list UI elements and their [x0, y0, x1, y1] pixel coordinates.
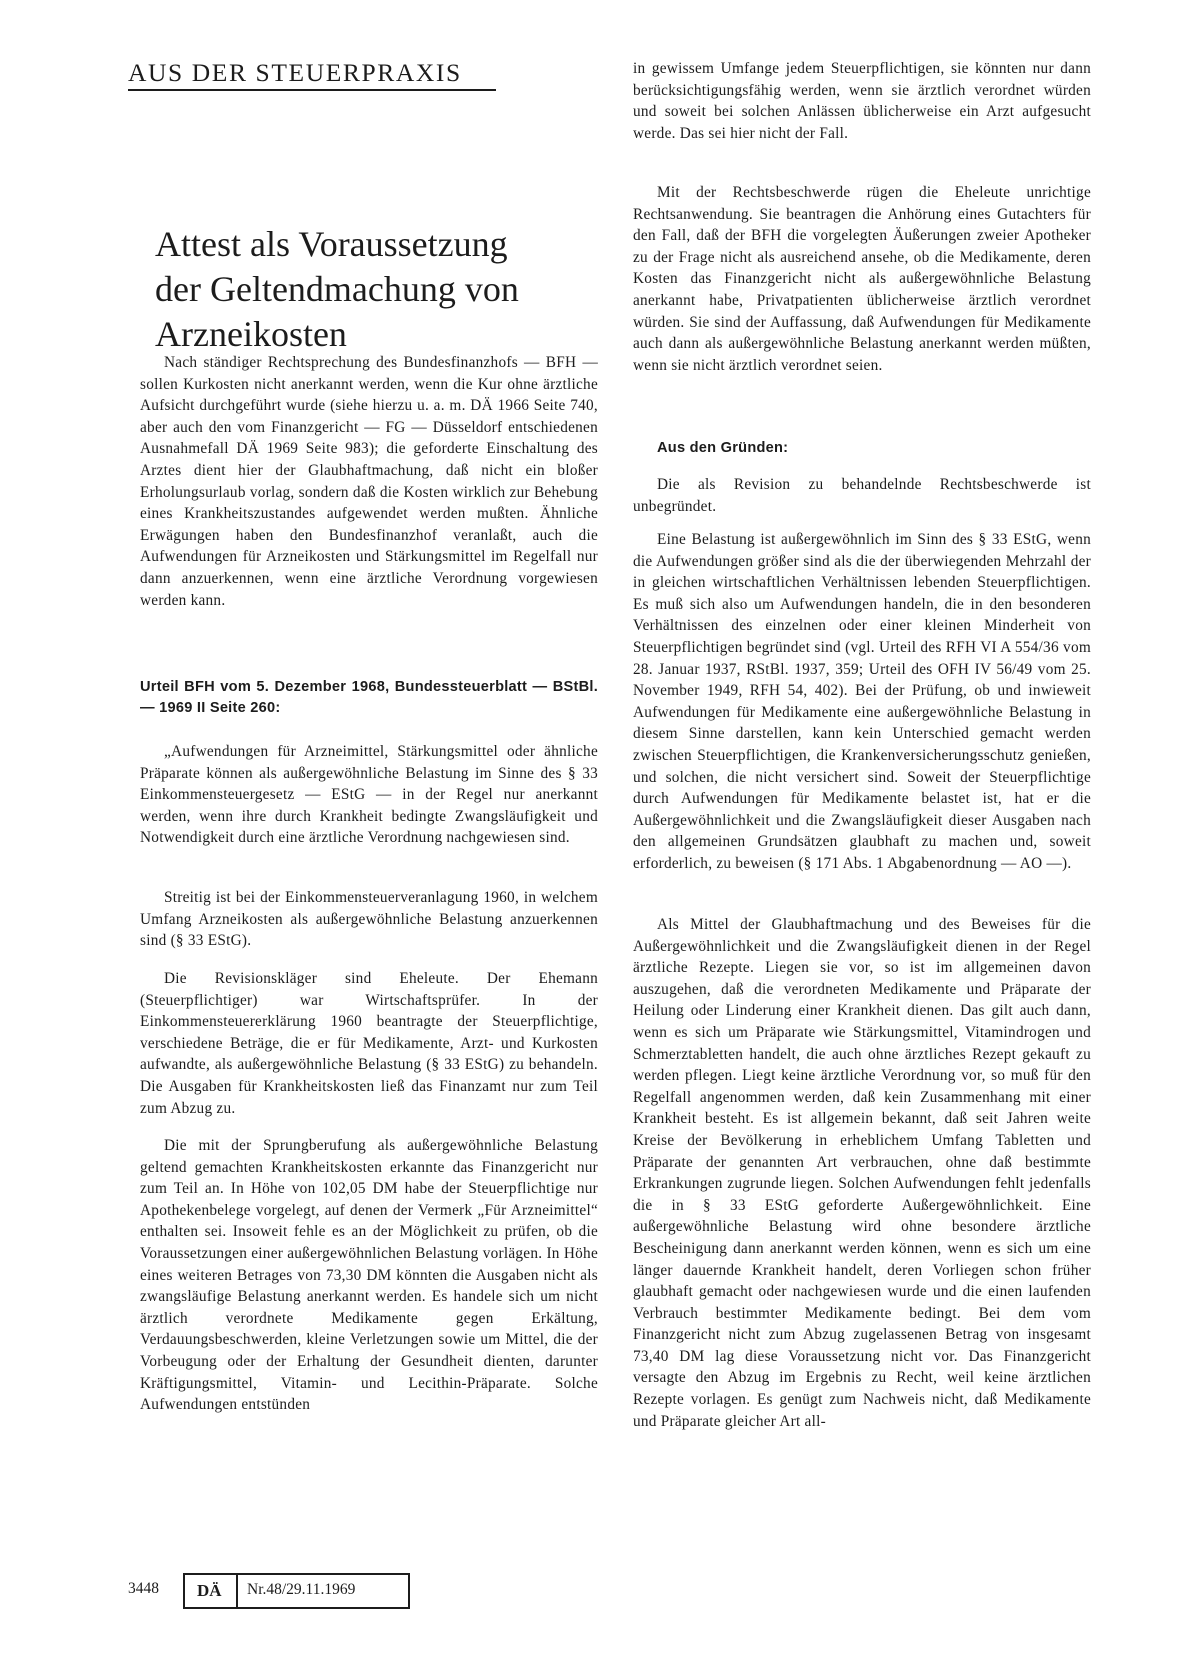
body-paragraph: Als Mittel der Glaubhaftmachung und des Beweises für die Außergewöhnlichkeit und die Zwangsläufigkeit dienen in der Regel ärztliche Rezepte. Liegen sie vor, so ist im allgemeinen davon auszugehen, daß die verordneten Medikamente und Präparate der Heilung oder Linderung einer Krankheit dienen. Das gilt auch dann, wenn es sich um Präparate wie Stärkungsmittel, Vitamindrogen und Schmerztabletten handelt, die auch ohne ärztliches Rezept gekauft zu werden pflegen. Liegt keine ärztliche Verordnung vor, so muß für den Regelfall angenommen werden, daß kein Zusammenhang mit einer Krankheit besteht. Es ist allgemein bekannt, daß seit Jahren weite Kreise der Bevölkerung in erheblichem Umfang Tabletten und Präparate der genannten Art verbrauchen, ohne daß bestimmte Erkrankungen zugrunde liegen. Solchen Aufwendungen fehlt jedenfalls die in § 33 EStG geforderte Außergewöhnlichkeit. Eine außergewöhnliche Belastung wird ohne besondere ärztliche Bescheinigung dann anerkannt werden können, wenn es sich um eine länger dauernde Krankheit handelt, deren Vorliegen schon früher glaubhaft gemacht oder nachgewiesen wurde und die einen laufenden Verbrauch bestimmter Medikamente bedingt. Bei dem vom Finanzgericht nicht zum Abzug zugelassenen Betrag von insgesamt 73,40 DM lag diese Voraussetzung nicht vor. Das Finanzgericht versagte den Abzug im Ergebnis zu Recht, weil keine ärztlichen Rezepte vorlagen. Es genügt zum Nachweis nicht, daß Medikamente und Präparate gleicher Art all-	[633, 916, 1091, 1430]
page-number: 3448	[128, 1580, 159, 1597]
body-paragraph: Die Revisionskläger sind Eheleute. Der Ehemann (Steuerpflichtiger) war Wirtschaftsprüfer. In der Einkommensteuererklärung 1960 beantragte der Steuerpflichtige, verschiedene Beträge, die er für Medikamente, Arzt- und Kurkosten aufwandte, als außergewöhnliche Belastung (§ 33 EStG) zu behandeln. Die Ausgaben für Krankheitskosten ließ das Finanzamt nur zum Teil zum Abzug zu.	[140, 970, 598, 1117]
reasons-heading: Aus den Gründen:	[657, 440, 789, 456]
verdict-heading: Urteil BFH vom 5. Dezember 1968, Bundessteuerblatt — BStBl. — 1969 II Seite 260:	[140, 679, 598, 716]
title-line: der Geltendmachung von	[155, 269, 519, 309]
title-line: Arzneikosten	[155, 314, 347, 354]
intro-paragraph: Nach ständiger Rechtsprechung des Bundesfinanzhofs — BFH — sollen Kurkosten nicht anerkannt werden, wenn die Kur ohne ärztliche Aufsicht durchgeführt wurde (siehe hierzu u. a. m. DÄ 1966 Seite 740, aber auch den vom Finanzgericht — FG — Düsseldorf entschiedenen Ausnahmefall DÄ 1969 Seite 983); die geforderte Einschaltung des Arztes dient hier der Glaubhaftmachung, daß nicht ein bloßer Erholungsurlaub vorlag, sondern daß die Kosten wirklich zur Behebung eines Krankheitszustandes aufgewendet werden mußten. Ähnliche Erwägungen haben den Bundesfinanzhof veranlaßt, auch die Aufwendungen für Arzneikosten und Stärkungsmittel im Regelfall nur dann anzuerkennen, wenn eine ärztliche Verordnung vorgewiesen werden kann.	[140, 354, 598, 609]
issue-label: Nr.48/29.11.1969	[247, 1581, 356, 1598]
body-paragraph: in gewissem Umfange jedem Steuerpflichtigen, sie könnten nur dann berücksichtigungsfähig werden, wenn sie ärztlich verordnet würden und soweit bei solchen Anlässen üblicherweise ein Arzt aufgesucht werde. Das sei hier nicht der Fall.	[633, 60, 1091, 142]
journal-logo: DÄ	[197, 1581, 222, 1600]
body-paragraph: Streitig ist bei der Einkommensteuerveranlagung 1960, in welchem Umfang Arzneikosten als außergewöhnliche Belastung anzuerkennen sind (§ 33 EStG).	[140, 889, 598, 950]
body-paragraph: Eine Belastung ist außergewöhnlich im Sinn des § 33 EStG, wenn die Aufwendungen größer sind als die der überwiegenden Mehrzahl der in gleichen wirtschaftlichen Verhältnissen lebenden Steuerpflichtigen. Es muß sich also um Aufwendungen handeln, die in den besonderen Verhältnissen des einzelnen oder einer kleinen Minderheit von Steuerpflichtigen begründet sind (vgl. Urteil des RFH VI A 554/36 vom 28. Januar 1937, RStBl. 1937, 359; Urteil des OFH IV 56/49 vom 25. November 1949, RFH 54, 402). Bei der Prüfung, ob und inwieweit Aufwendungen für Medikamente eine außergewöhnliche Belastung in diesem Sinne darstellen, kann kein Unterschied gemacht werden zwischen Steuerpflichtigen, die Krankenversicherungsschutz genießen, und solchen, die nicht versichert sind. Soweit der Steuerpflichtige durch Aufwendungen für Medikamente belastet ist, hat er die Außergewöhnlichkeit und die Zwangsläufigkeit dieser Ausgaben nach den allgemeinen Grundsätzen glaubhaft zu machen und, soweit erforderlich, zu beweisen (§ 171 Abs. 1 Abgabenordnung — AO —).	[633, 531, 1091, 872]
title-line: Attest als Voraussetzung	[155, 224, 508, 264]
body-paragraph: Mit der Rechtsbeschwerde rügen die Eheleute unrichtige Rechtsanwendung. Sie beantragen die Anhörung eines Gutachters für den Fall, daß der BFH die vorgelegten Äußerungen zweier Apotheker zu der Frage nicht als ausreichend ansehe, ob die Medikamente, deren Kosten das Finanzgericht nicht als außergewöhnliche Belastung anerkannt habe, Privatpatienten üblicherweise ärztlich verordnet würden. Sie sind der Auffassung, daß Aufwendungen für Medikamente auch dann als außergewöhnliche Belastung anerkannt werden müßten, wenn sie nicht ärztlich verordnet seien.	[633, 184, 1091, 374]
section-label: AUS DER STEUERPRAXIS	[128, 58, 496, 91]
divider	[236, 1575, 238, 1607]
quote-paragraph: „Aufwendungen für Arzneimittel, Stärkungsmittel oder ähnliche Präparate können als außergewöhnliche Belastung im Sinne des § 33 Einkommensteuergesetz — EStG — in der Regel nur anerkannt werden, wenn ihre durch Krankheit bedingte Zwangsläufigkeit und Notwendigkeit durch eine ärztliche Verordnung nachgewiesen sind.	[140, 743, 598, 847]
article-title	[155, 222, 605, 357]
body-paragraph: Die mit der Sprungberufung als außergewöhnliche Belastung geltend gemachten Krankheitskosten erkannte das Finanzgericht nur zum Teil an. In Höhe von 102,05 DM habe der Steuerpflichtige nur Apothekenbelege vorgelegt, auf denen der Vermerk „Für Arzneimittel“ enthalten sei. Insoweit fehle es an der Möglichkeit zu prüfen, ob die Voraussetzungen einer außergewöhnlichen Belastung vorlägen. In Höhe eines weiteren Betrages von 73,30 DM könnten die Ausgaben nicht als zwangsläufige Belastung anerkannt werden. Es handele sich um nicht ärztlich verordnete Medikamente gegen Erkältung, Verdauungsbeschwerden, kleine Verletzungen sowie um Mittel, die der Vorbeugung oder der Erhaltung der Gesundheit dienten, darunter Kräftigungsmittel, Vitamin- und Lecithin-Präparate. Solche Aufwendungen entstünden	[140, 1137, 598, 1414]
body-paragraph: Die als Revision zu behandelnde Rechtsbeschwerde ist unbegründet.	[633, 476, 1091, 515]
journal-issue-box	[183, 1573, 410, 1609]
